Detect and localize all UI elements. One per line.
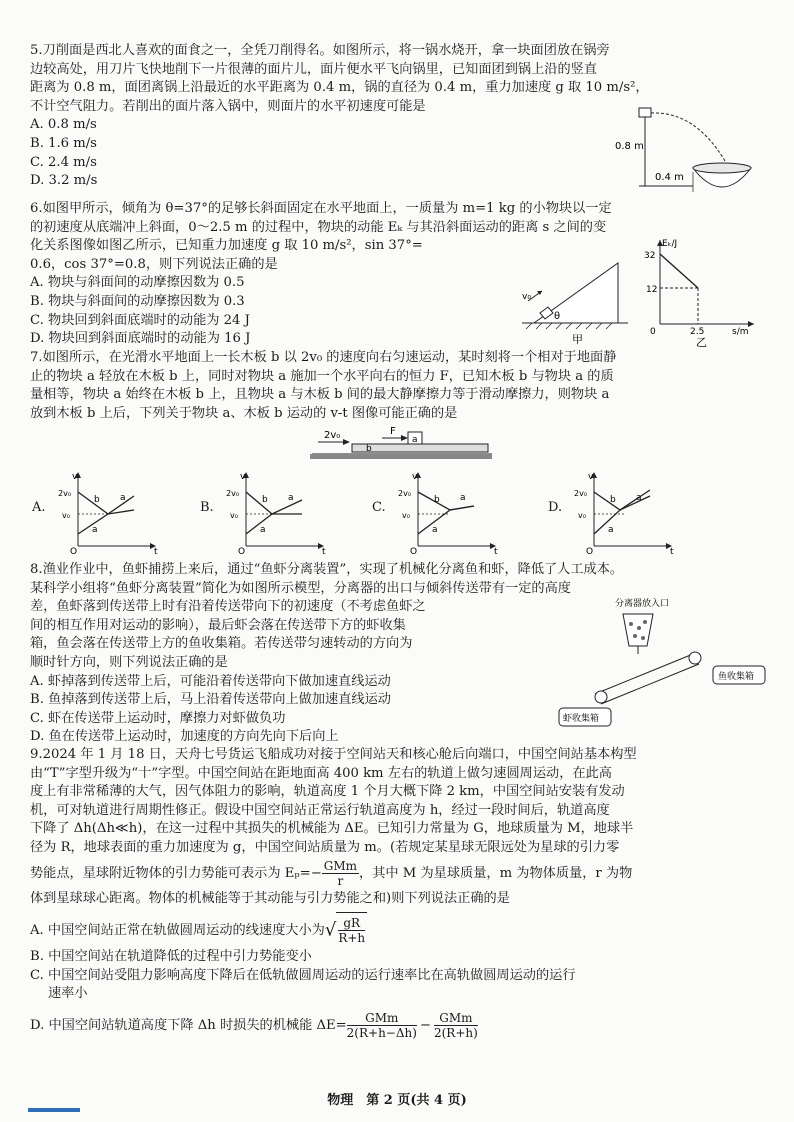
v-label: v bbox=[240, 472, 246, 482]
q6-v0-label: v₀ bbox=[522, 292, 531, 302]
q7-force-label: F bbox=[390, 426, 396, 437]
q5-line: 不计空气阻力。若削出的面片落入锅中，则面片的水平初速度可能是 bbox=[30, 98, 426, 114]
q8-line: 间的相互作用对运动的影响），最后虾会落在传送带下方的虾收集 bbox=[30, 617, 406, 633]
q9-option-c: C. 中国空间站受阻力影响高度下降后在低轨做圆周运动的运行速率比在高轨做圆周运动的运行 bbox=[30, 967, 576, 983]
q9-option-b: B. 中国空间站在轨道降低的过程中引力势能变小 bbox=[30, 949, 312, 965]
t-label: t bbox=[494, 547, 498, 554]
q8-shrimp-box-label: 虾收集箱 bbox=[563, 714, 600, 724]
2v0-label: 2v₀ bbox=[574, 489, 588, 498]
q6-y-top-tick: 32 bbox=[644, 251, 656, 261]
sqrt-icon: √ bbox=[324, 919, 337, 941]
q6-caption-jia: 甲 bbox=[572, 333, 583, 346]
q8-option-a: A. 虾掉落到传送带上后，可能沿着传送带向下做加速直线运动 bbox=[30, 673, 391, 689]
v0-label: v₀ bbox=[578, 511, 586, 520]
origin-label: O bbox=[70, 547, 78, 554]
q5-figure bbox=[615, 106, 765, 198]
line-a bbox=[272, 500, 302, 514]
q7-graph-option bbox=[200, 470, 340, 554]
q6-y-axis-label: Eₖ/J bbox=[662, 239, 678, 249]
q7-line: 7.如图所示，在光滑水平地面上一长木板 b 以 2v₀ 的速度向右匀速运动，某时刻将一个相对于地面静 bbox=[30, 350, 617, 365]
line-b bbox=[78, 492, 134, 514]
q5-option-a: A. 0.8 m/s bbox=[30, 117, 97, 133]
b-label: b bbox=[94, 495, 100, 505]
a-label: a bbox=[120, 493, 126, 503]
q9-option-a-den: R+h bbox=[338, 931, 366, 946]
q6-x-axis-label: s/m bbox=[732, 327, 749, 337]
q9-option-a-text: A. 中国空间站正常在轨做圆周运动的线速度大小为 bbox=[30, 923, 325, 939]
q6-line: 的初速度从底端冲上斜面，0～2.5 m 的过程中，物块的动能 Eₖ 与其沿斜面运动的距离 s 之间的变 bbox=[30, 219, 607, 235]
q5-option-b: B. 1.6 m/s bbox=[30, 135, 97, 151]
2v0-label: 2v₀ bbox=[398, 489, 412, 498]
q9-line7-post: ，其中 M 为星球质量，m 为物体质量，r 为物 bbox=[359, 865, 633, 881]
2v0-label: 2v₀ bbox=[58, 489, 72, 498]
q7-option-letter: A. bbox=[32, 500, 46, 515]
q9-option-d-text: D. 中国空间站轨道高度下降 Δh 时损失的机械能 ΔE= bbox=[30, 1017, 347, 1033]
q6-line: 化关系图像如图乙所示，已知重力加速度 g 取 10 m/s²，sin 37°= bbox=[30, 238, 423, 254]
q7-line: 放到木板 b 上后，下列关于物块 a、木板 b 运动的 v-t 图像可能正确的是 bbox=[30, 405, 458, 421]
q8-line: 8.渔业作业中，鱼虾捕捞上来后，通过“鱼虾分离装置”，实现了机械化分离鱼和虾，降低了人工成本。 bbox=[30, 562, 624, 577]
q9-option-d-num1: GMm bbox=[347, 1011, 417, 1026]
a-label: a bbox=[288, 493, 294, 503]
q9-option-d-num2: GMm bbox=[434, 1011, 478, 1026]
q6-line: 0.6，cos 37°=0.8，则下列说法正确的是 bbox=[30, 256, 278, 272]
line-a bbox=[594, 496, 650, 534]
question-7 bbox=[30, 349, 770, 423]
q6-option-b: B. 物块与斜面间的动摩擦因数为 0.3 bbox=[30, 293, 245, 309]
q9-option-a bbox=[30, 912, 770, 948]
q9-line: 度上有非常稀薄的大气，因气体阻力的影响，轨道高度 1 个月大概下降 2 km，中国空间站安装有发动 bbox=[30, 784, 625, 800]
q9-option-a-num: gR bbox=[338, 916, 365, 931]
q7-graph-option bbox=[548, 470, 688, 554]
q6-caption-yi: 乙 bbox=[696, 336, 707, 348]
q9-line: 体到星球球心距离。物体的机械能等于其动能与引力势能之和)则下列说法正确的是 bbox=[30, 890, 510, 906]
q7-graph-option bbox=[372, 470, 512, 554]
line-a bbox=[246, 514, 272, 534]
q7-v-label: 2v₀ bbox=[324, 430, 341, 441]
2v0-label: 2v₀ bbox=[226, 489, 240, 498]
q9-option-a-sqrt bbox=[336, 912, 367, 948]
q7-graph-option bbox=[32, 470, 172, 554]
v0-label: v₀ bbox=[62, 511, 70, 520]
q8-figure bbox=[555, 596, 770, 730]
q6-origin: 0 bbox=[650, 327, 656, 337]
q8-line: 某科学小组将“鱼虾分离装置”简化为如图所示模型，分离器的出口与倾斜传送带有一定的高度 bbox=[30, 580, 571, 596]
q7-block-label: a bbox=[412, 435, 418, 445]
origin-label: O bbox=[410, 547, 418, 554]
v0-label: v₀ bbox=[230, 511, 238, 520]
q7-option-letter: B. bbox=[200, 500, 214, 515]
q5-line: 边较高处，用刀片飞快地削下一片很薄的面片儿，面片便水平飞向锅里，已知面团到锅上沿的竖直 bbox=[30, 61, 598, 77]
q9-line: 径为 R，地球表面的重力加速度为 g，中国空间站质量为 m。(若规定某星球无限远处为星球的引力零 bbox=[30, 839, 620, 855]
q8-option-b: B. 鱼掉落到传送带上后，马上沿着传送带向上做加速直线运动 bbox=[30, 692, 391, 708]
v-label: v bbox=[588, 472, 594, 482]
q5-line: 5.刀削面是西北人喜欢的面食之一，全凭刀削得名。如图所示，将一锅水烧开，拿一块面团放在锅旁 bbox=[30, 43, 610, 58]
q9-line: 由“T”字型升级为“十”字型。中国空间站在距地面高 400 km 左右的轨道上做匀速圆周运动，在此高 bbox=[30, 765, 612, 781]
q9-line-potential bbox=[30, 858, 770, 890]
q8-option-d: D. 鱼在传送带上运动时，加速度的方向先向下后向上 bbox=[30, 729, 339, 745]
q6-line: 6.如图甲所示，倾角为 θ=37°的足够长斜面固定在水平地面上，一质量为 m=1 kg 的小物块以一定 bbox=[30, 201, 612, 216]
q5-option-d: D. 3.2 m/s bbox=[30, 173, 98, 189]
q6-y-mid-tick: 12 bbox=[646, 285, 658, 295]
q7-option-letter: C. bbox=[372, 500, 386, 515]
q6-figure-jia bbox=[512, 255, 632, 347]
q9-option-d-frac1 bbox=[347, 1011, 417, 1040]
q6-option-a: A. 物块与斜面间的动摩擦因数为 0.5 bbox=[30, 275, 245, 291]
q7-vt-graph bbox=[570, 470, 684, 554]
a-label: a bbox=[260, 525, 266, 535]
q6-option-d: D. 物块回到斜面底端时的动能为 16 J bbox=[30, 331, 251, 347]
q9-option-d-minus: − bbox=[419, 1017, 431, 1033]
q5-line: 距离为 0.8 m，面团离锅上沿最近的水平距离为 0.4 m，锅的直径为 0.4 m，重力加速度 g 取 10 m/s²， bbox=[30, 80, 649, 96]
q8-line: 箱，鱼会落在传送带上方的鱼收集箱。若传送带匀速转动的方向为 bbox=[30, 636, 413, 652]
q9-option-d-den1: 2(R+h−Δh) bbox=[346, 1025, 417, 1040]
b-label: b bbox=[610, 495, 616, 505]
origin-label: O bbox=[586, 547, 594, 554]
origin-label: O bbox=[238, 547, 246, 554]
q9-line: 9.2024 年 1 月 18 日，天舟七号货运飞船成功对接于空间站天和核心舱后向端口，中国空间站基本构型 bbox=[30, 747, 637, 762]
line-a bbox=[78, 496, 134, 534]
q5-option-c: C. 2.4 m/s bbox=[30, 154, 97, 170]
q9-line7-pre: 势能点，星球附近物体的引力势能可表示为 Eₚ=− bbox=[30, 865, 322, 881]
question-9 bbox=[30, 746, 770, 1044]
q6-option-c: C. 物块回到斜面底端时的动能为 24 J bbox=[30, 312, 250, 328]
q9-potential-num: GMm bbox=[323, 858, 358, 873]
q7-vt-graph bbox=[222, 470, 336, 554]
line-a bbox=[418, 506, 474, 534]
a-label: a bbox=[636, 493, 642, 503]
q9-option-d-frac2 bbox=[434, 1011, 478, 1040]
t-label: t bbox=[670, 547, 674, 554]
v-label: v bbox=[72, 472, 78, 482]
v0-label: v₀ bbox=[402, 511, 410, 520]
q7-vt-graph bbox=[54, 470, 168, 554]
footer-accent-bar bbox=[28, 1108, 80, 1112]
v-label: v bbox=[412, 472, 418, 482]
q9-option-d-den2: 2(R+h) bbox=[433, 1025, 478, 1040]
a-label: a bbox=[460, 493, 466, 503]
q7-vt-graph bbox=[394, 470, 508, 554]
q9-option-c-cont: 速率小 bbox=[48, 986, 88, 1002]
q7-option-letter: D. bbox=[548, 500, 563, 515]
q8-line: 差，鱼虾落到传送带上时有沿着传送带向下的初速度（不考虑鱼虾之 bbox=[30, 599, 426, 615]
t-label: t bbox=[322, 547, 326, 554]
q6-x-tick: 2.5 bbox=[690, 327, 705, 337]
t-label: t bbox=[154, 547, 158, 554]
a-label: a bbox=[92, 525, 98, 535]
q7-line: 量相等，物块 a 始终在木板 b 上，且物块 a 与木板 b 间的最大静摩擦力等于滑动摩擦力，则物块 a bbox=[30, 387, 610, 403]
a-label: a bbox=[432, 525, 438, 535]
q8-line: 顺时针方向，则下列说法正确的是 bbox=[30, 654, 228, 670]
q9-line: 机，可对轨道进行周期性修正。假设中国空间站正常运行轨道高度为 h，经过一段时间后，轨道高度 bbox=[30, 802, 610, 818]
q9-potential-fraction bbox=[322, 859, 359, 888]
q9-option-d bbox=[30, 1008, 770, 1044]
line-b bbox=[246, 492, 302, 514]
q7-board-label: b bbox=[366, 444, 372, 454]
q6-angle-label: θ bbox=[554, 311, 561, 322]
q7-line: 止的物块 a 轻放在木板 b 上，同时对物块 a 施加一个水平向右的恒力 F，已知木板 b 与物块 a 的质 bbox=[30, 368, 614, 384]
b-label: b bbox=[434, 495, 440, 505]
a-label: a bbox=[608, 525, 614, 535]
q9-potential-den: r bbox=[337, 873, 344, 888]
q8-fish-box-label: 鱼收集箱 bbox=[718, 672, 755, 682]
q7-figure bbox=[306, 424, 496, 464]
q8-option-c: C. 虾在传送带上运动时，摩擦力对虾做负功 bbox=[30, 710, 286, 726]
q5-height-label: 0.8 m bbox=[615, 141, 644, 152]
q9-line: 下降了 Δh(Δh≪h)，在这一过程中其损失的机械能为 ΔE。已知引力常量为 G，地球质量为 M，地球半 bbox=[30, 821, 634, 837]
q8-inlet-label: 分离器放入口 bbox=[615, 599, 670, 609]
page-footer: 物理 第 2 页(共 4 页) bbox=[327, 1093, 467, 1108]
q6-figure-yi bbox=[642, 236, 762, 348]
q5-distance-label: 0.4 m bbox=[655, 172, 684, 183]
b-label: b bbox=[262, 495, 268, 505]
